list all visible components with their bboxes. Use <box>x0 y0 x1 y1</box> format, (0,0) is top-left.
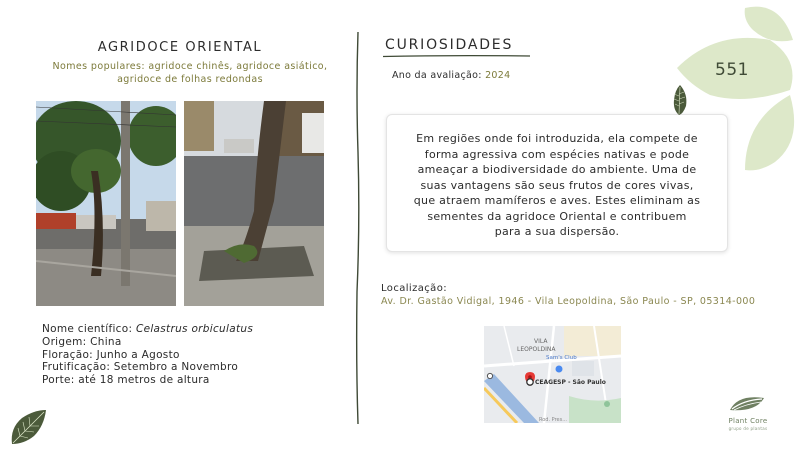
species-details <box>42 323 253 387</box>
curiosity-line-1: Em regiões onde foi introduzida, ela compete de <box>416 132 698 145</box>
location-address: Av. Dr. Gastão Vidigal, 1946 - Vila Leopoldina, São Paulo - SP, 05314-000 <box>381 296 756 307</box>
location-label: Localização: <box>381 283 447 294</box>
tree-photo-street <box>36 101 176 306</box>
small-leaf-icon <box>671 84 689 116</box>
map-road-label: Rod. Pres... <box>539 417 567 423</box>
popular-names-line-1: Nomes populares: agridoce chinês, agridoce asiático, <box>52 61 328 72</box>
popular-names-line-2: agridoce de folhas redondas <box>117 73 263 85</box>
location-map[interactable] <box>484 326 621 423</box>
curiosity-line-2: forma agressiva com espécies nativas e pode <box>424 147 690 161</box>
brand-logo-icon <box>728 392 766 416</box>
species-number-badge: 551 <box>715 60 749 80</box>
origin-row: Origem: China <box>42 335 122 348</box>
flowering-row: Floração: Junho a Agosto <box>42 348 180 361</box>
scientific-name-value: Celastrus orbiculatus <box>135 323 254 335</box>
map-poi-label: Sam's Club <box>546 355 577 361</box>
brand-name: Plant Core <box>728 417 768 425</box>
curiosity-line-3: ameaçar a biodiversidade do ambiente. Uma de <box>417 163 697 176</box>
evaluation-year-value: 2024 <box>485 70 511 81</box>
map-district-line-2: LEOPOLDINA <box>517 346 556 353</box>
curiosity-line-5: que atraem mamíferos e aves. Estes eliminam as <box>413 194 701 207</box>
curiosity-line-6: sementes da agridoce Oriental e contribuem <box>427 209 687 223</box>
map-location-dot <box>527 379 533 385</box>
evaluation-year <box>392 70 510 81</box>
popular-names <box>40 61 340 86</box>
scientific-name-label: Nome científico: <box>42 323 133 335</box>
size-row: Porte: até 18 metros de altura <box>42 374 210 387</box>
decorative-leaves-icon <box>675 0 800 175</box>
curiosity-line-4: suas vantagens são seus frutos de cores vivas, <box>420 178 694 192</box>
map-canvas[interactable] <box>484 326 621 423</box>
tree-photo-street-illustration <box>36 101 176 306</box>
scientific-name-row <box>42 323 253 336</box>
map-pin-label: CEAGESP - São Paulo <box>535 379 606 386</box>
species-title: AGRIDOCE ORIENTAL <box>97 40 263 55</box>
brand-tagline: grupo de plantas <box>728 426 768 431</box>
curiosidades-title: CURIOSIDADES <box>385 37 514 53</box>
vertical-divider <box>355 32 361 424</box>
bottom-leaf-icon <box>8 408 48 446</box>
map-poi-icon[interactable] <box>556 366 563 373</box>
tree-photo-trunk <box>184 101 324 306</box>
evaluation-year-label: Ano da avaliação: <box>392 70 482 81</box>
curiosidades-underline <box>383 54 530 58</box>
curiosity-line-7: para a sua dispersão. <box>494 225 620 238</box>
map-district-line-1: VILA <box>534 338 548 345</box>
fruiting-row: Frutificação: Setembro a Novembro <box>42 361 239 374</box>
tree-photo-trunk-illustration <box>184 101 324 306</box>
